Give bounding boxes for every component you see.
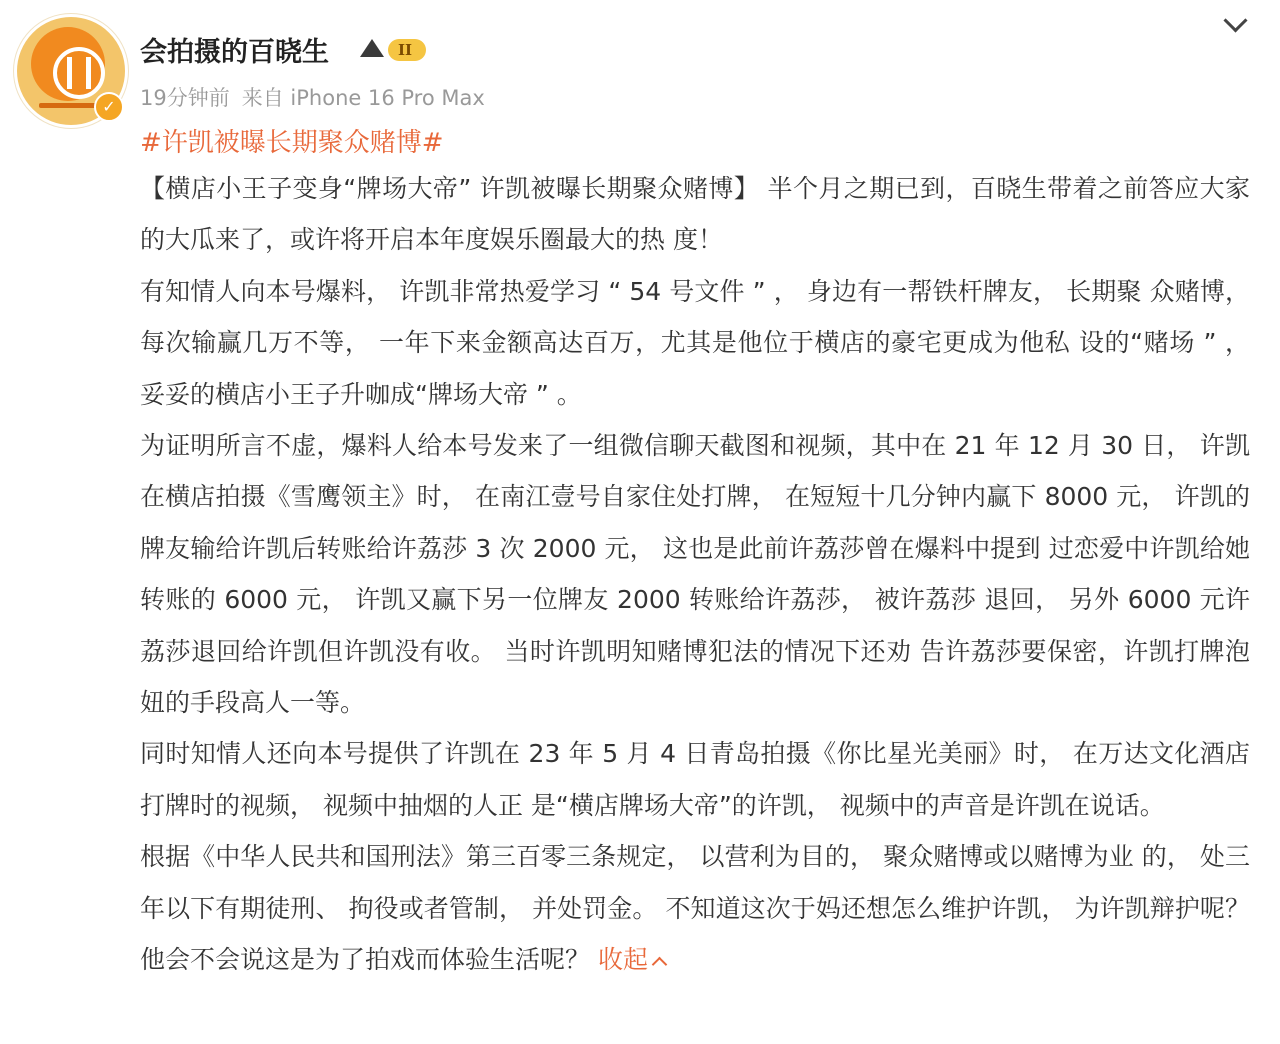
hashtag-link[interactable]: #许凯被曝长期聚众赌博# <box>140 128 444 158</box>
avatar-logo <box>31 27 105 101</box>
username[interactable]: 会拍摄的百晓生 <box>140 37 329 68</box>
post-paragraph: 有知情人向本号爆料， 许凯非常热爱学习 “ 54 号文件 ” ， 身边有一帮铁杆牌友， 长期聚 众赌博， 每次输赢几万不等， 一年下来金额高达百万，尤其是他位于横店的豪宅更成为他私 设的“赌场 ” ， 妥妥的横店小王子升咖成“牌场大帝 ” 。 <box>140 276 1250 409</box>
post-paragraph: 同时知情人还向本号提供了许凯在 23 年 5 月 4 日青岛拍摄《你比星光美丽》时， 在万达文化酒店打牌时的视频， 视频中抽烟的人正 是“横店牌场大帝”的许凯， 视频中的声音是许凯在说话。 <box>140 739 1250 820</box>
member-level: II <box>388 39 426 61</box>
collapse-button[interactable] <box>598 945 665 974</box>
verified-badge-icon: ✓ <box>94 92 124 122</box>
post-paragraph: 【横店小王子变身“牌场大帝” 许凯被曝长期聚众赌博】 半个月之期已到，百晓生带着之前答应大家的大瓜来了，或许将开启本年度娱乐圈最大的热 度！ <box>140 174 1250 255</box>
member-badge[interactable] <box>360 36 426 64</box>
post-body <box>140 163 1250 986</box>
crown-icon <box>360 39 384 57</box>
chevron-up-icon <box>652 957 668 973</box>
chevron-down-icon[interactable] <box>1222 10 1248 36</box>
collapse-label: 收起 <box>597 945 648 975</box>
post-paragraph: 为证明所言不虚，爆料人给本号发来了一组微信聊天截图和视频，其中在 21 年 12 月 30 日， 许凯在横店拍摄《雪鹰领主》时， 在南江壹号自家住处打牌， 在短短十几分钟内赢下 8000 元， 许凯的牌友输给许凯后转账给许荔莎 3 次 2000 元， 这也是此前许荔莎曾在爆料中提到 过恋爱中许凯给她转账的 6000 元， 许凯又赢下另一位牌友 2000 转账给许荔莎， 被许荔莎 退回， 另外 6000 元许荔莎退回给许凯但许凯没有收。 当时许凯明知赌博犯法的情况下还劝 告许荔莎要保密，许凯打牌泡妞的手段高人一等。 <box>140 431 1250 718</box>
post-paragraph-last <box>140 831 1250 985</box>
post-source: 来自 iPhone 16 Pro Max <box>241 86 485 110</box>
post-time: 19分钟前 <box>140 86 230 110</box>
post-meta <box>140 82 485 112</box>
post-paragraph-text: 根据《中华人民共和国刑法》第三百零三条规定， 以营利为目的， 聚众赌博或以赌博为业 的， 处三年以下有期徒刑、 拘役或者管制， 并处罚金。 不知道这次于妈还想怎么维护许凯， 为许凯辩护呢？他会不会说这是为了拍戏而体验生活呢？ <box>140 842 1250 975</box>
